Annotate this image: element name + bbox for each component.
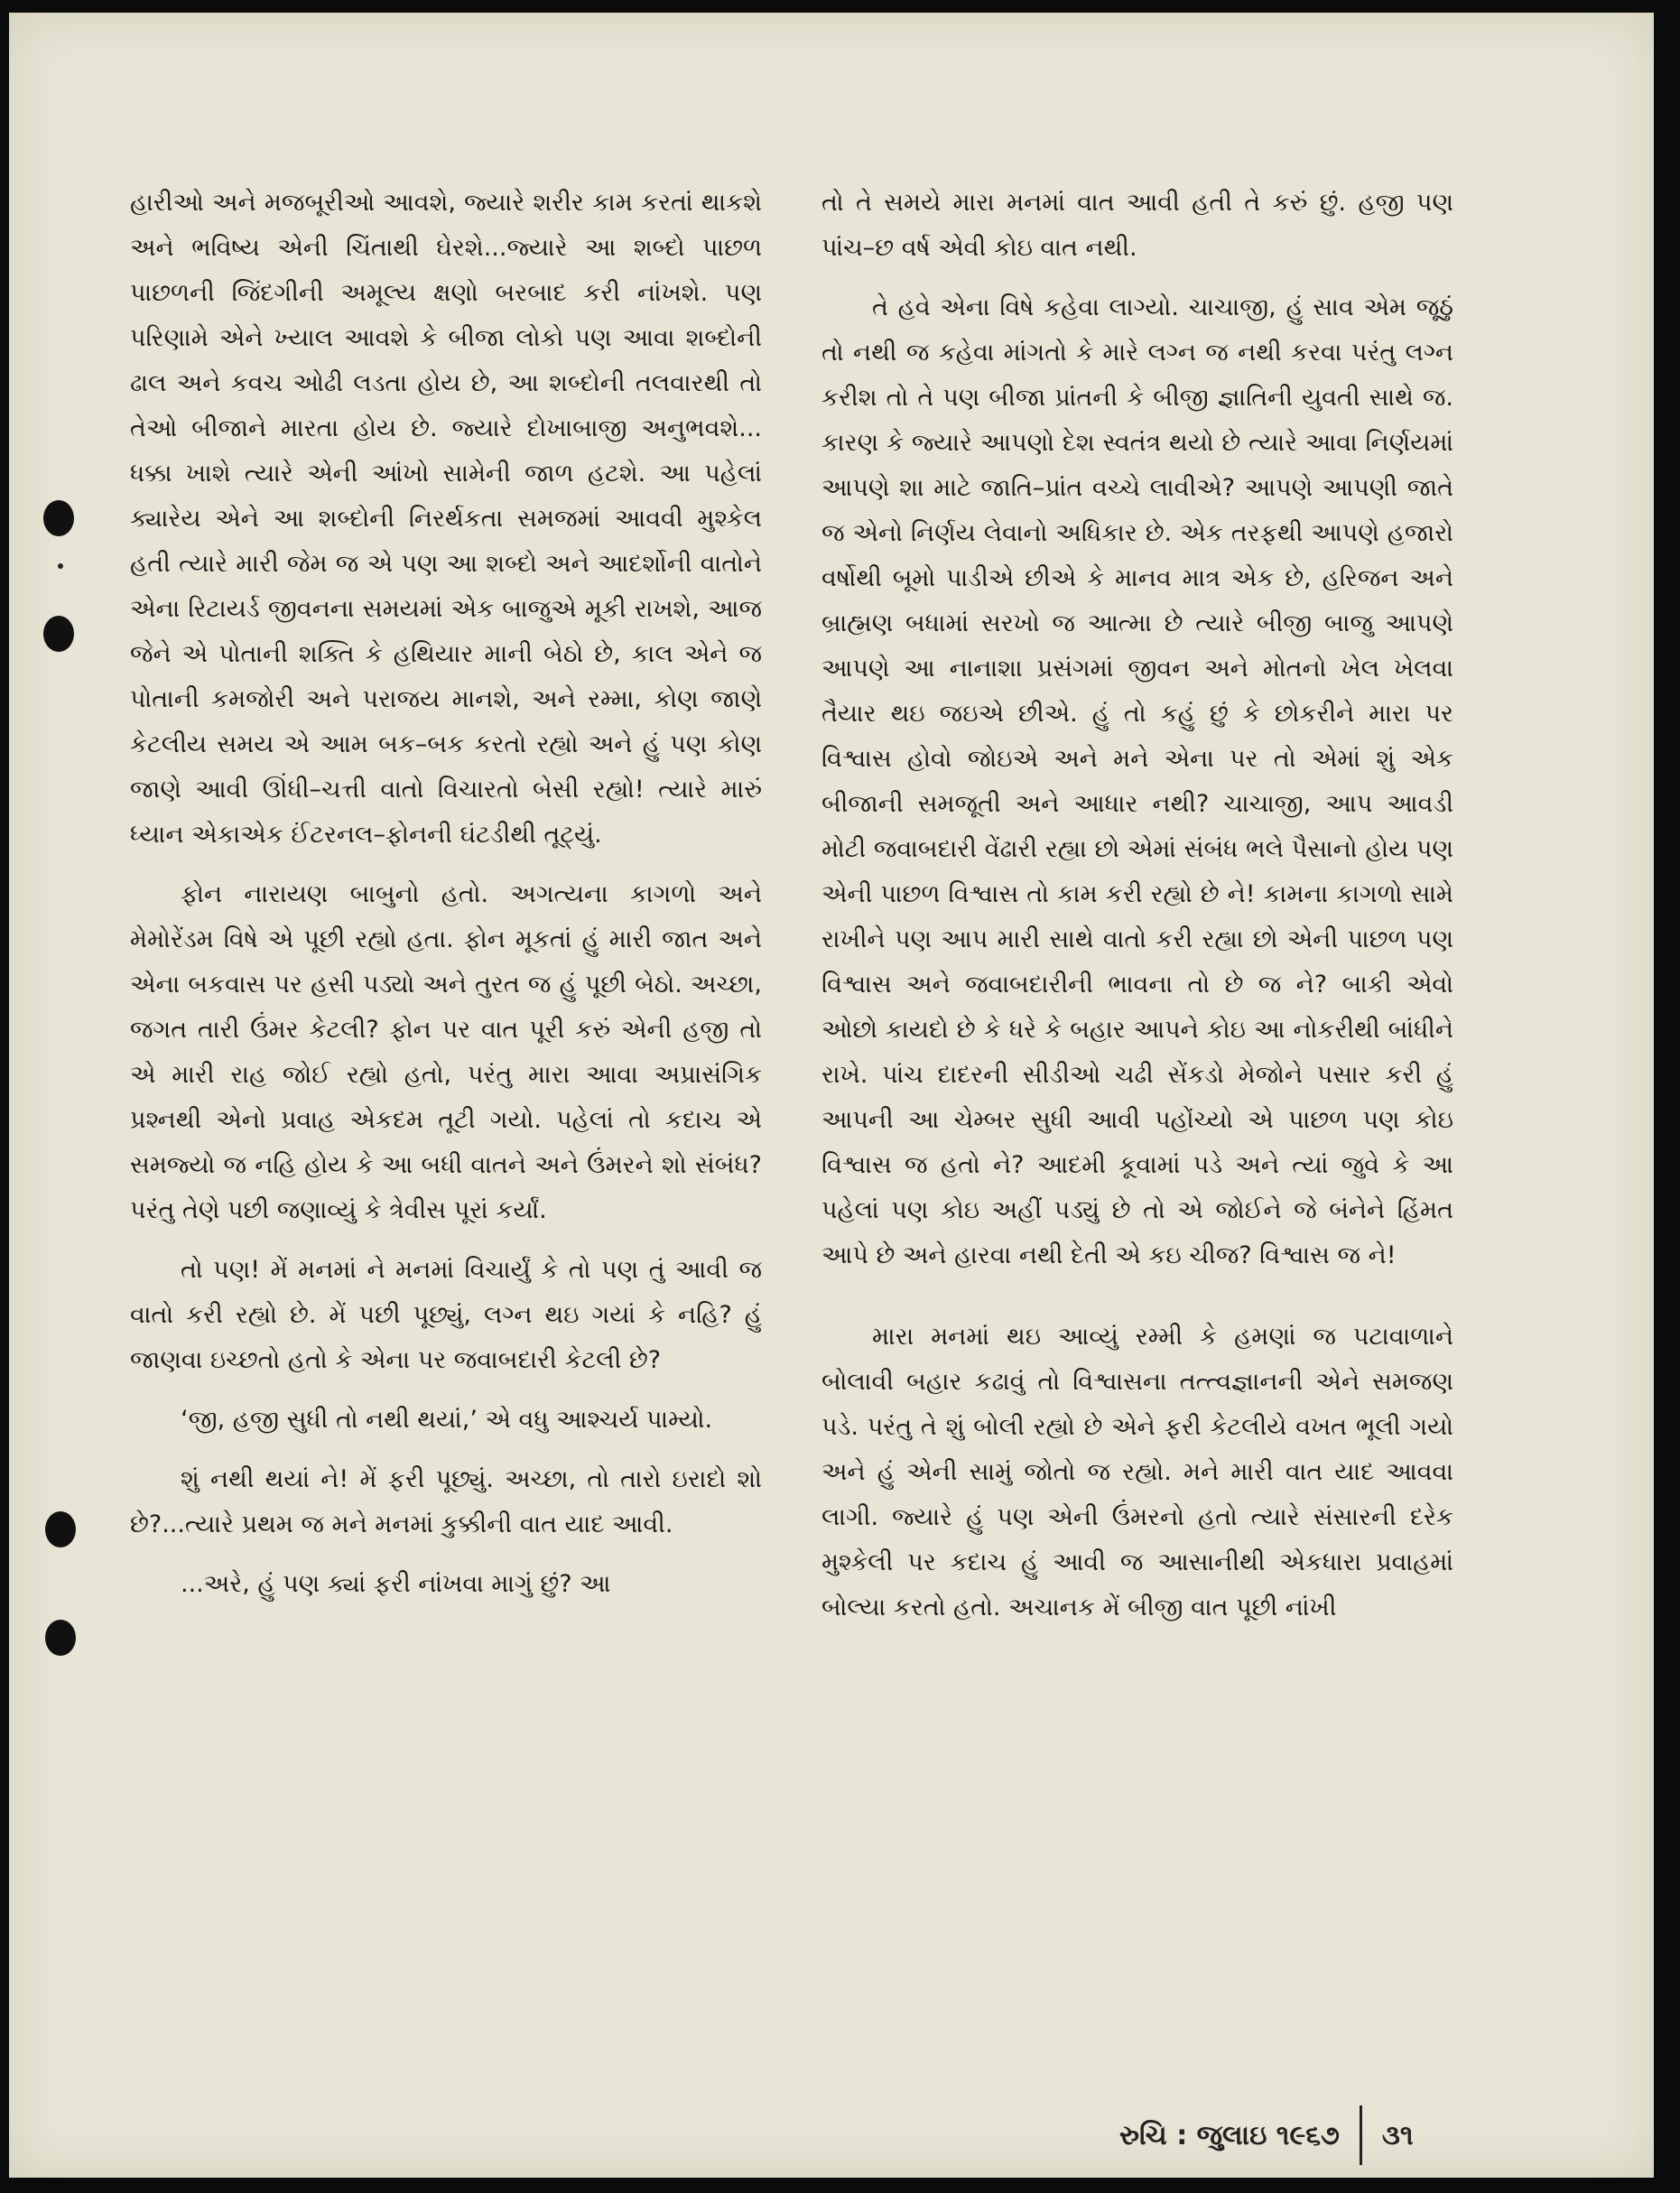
paragraph: તે હવે એના વિષે કહેવા લાગ્યો. ચાચાજી, હું સાવ એમ જૂઠું તો નથી જ કહેવા માંગતો કે મારે લગ્ન જ નથી કરવા પરંતુ લગ્ન કરીશ તો તે પણ બીજા પ્રાંતની કે બીજી જ્ઞાતિની યુવતી સાથે જ. કારણ કે જ્યારે આપણો દેશ સ્વતંત્ર થયો છે ત્યારે આવા નિર્ણયમાં આપણે શા માટે જાતિ–પ્રાંત વચ્ચે લાવીએ? આપણે આપણી જાતે જ એનો નિર્ણય લેવાનો અધિકાર છે. એક તરફથી આપણે હજારો વર્ષોથી બૂમો પાડીએ છીએ કે માનવ માત્ર એક છે, હરિજન અને બ્રાહ્મણ બધામાં સરખો જ આત્મા છે ત્યારે બીજી બાજુ આપણે આપણે આ નાનાશા પ્રસંગમાં જીવન અને મોતનો ખેલ ખેલવા તૈયાર થઇ જઇએ છીએ. હું તો કહું છું કે છોકરીને મારા પર વિશ્વાસ હોવો જોઇએ અને મને એના પર તો એમાં શું એક બીજાની સમજૂતી અને આધાર નથી? ચાચાજી, આપ આવડી મોટી જવાબદારી વેંઢારી રહ્યા છો એમાં સંબંધ ભલે પૈસાનો હોય પણ એની પાછળ વિશ્વાસ તો કામ કરી રહ્યો છે ને! કામના કાગળો સામે રાખીને પણ આપ મારી સાથે વાતો કરી રહ્યા છો એની પાછળ પણ વિશ્વાસ અને જવાબદારીની ભાવના તો છે જ ને? બાકી એવો ઓછો કાયદો છે કે ધરે કે બહાર આપને કોઇ આ નોકરીથી બાંધીને રાખે. પાંચ દાદરની સીડીઓ ચઢી સેંકડો મેજોને પસાર કરી હું આપની આ ચેમ્બર સુધી આવી પહોંચ્યો એ પાછળ પણ કોઇ વિશ્વાસ જ હતો ને? આદમી કૂવામાં પડે અને ત્યાં જુવે કે આ પહેલાં પણ કોઇ અહીં પડ્યું છે તો એ જોઈને જે બંનેને હિંમત આપે છે અને હારવા નથી દેતી એ કઇ ચીજ? વિશ્વાસ જ ને! (821, 293, 1453, 1269)
footer-divider (1360, 2105, 1362, 2165)
paragraph: શું નથી થયાં ને! મેં ફરી પૂછ્યું. અચ્છા, તો તારો ઇરાદો શો છે?...ત્યારે પ્રથમ જ મને મનમાં કુક્કીની વાત યાદ આવી. (130, 1465, 762, 1538)
punch-hole (45, 1511, 76, 1547)
paragraph: હારીઓ અને મજબૂરીઓ આવશે, જ્યારે શરીર કામ કરતાં થાકશે અને ભવિષ્ય એની ચિંતાથી ઘેરશે...જ્યારે આ શબ્દો પાછળ પાછળની જિંદગીની અમૂલ્ય ક્ષણો બરબાદ કરી નાંખશે. પણ પરિણામે એને ખ્યાલ આવશે કે બીજા લોકો પણ આવા શબ્દોની ઢાલ અને કવચ ઓઢી લડતા હોય છે, આ શબ્દોની તલવારથી તો તેઓ બીજાને મારતા હોય છે. જ્યારે દોખાબાજી અનુભવશે... ધક્કા ખાશે ત્યારે એની આંખો સામેની જાળ હટશે. આ પહેલાં ક્યારેય એને આ શબ્દોની નિરર્થકતા સમજમાં આવવી મુશ્કેલ હતી ત્યારે મારી જેમ જ એ પણ આ શબ્દો અને આદર્શોની વાતોને એના રિટાયર્ડ જીવનના સમયમાં એક બાજુએ મૂકી રાખશે, આજ જેને એ પોતાની શક્તિ કે હથિયાર માની બેઠો છે, કાલ એને જ પોતાની કમજોરી અને પરાજય માનશે, અને રમ્મા, કોણ જાણે કેટલીય સમય એ આમ બક–બક કરતો રહ્યો અને હું પણ કોણ જાણે આવી ઊંધી–ચત્તી વાતો વિચારતો બેસી રહ્યો! ત્યારે મારું ધ્યાન એકાએક ઈંટરનલ–ફોનની ઘંટડીથી તૂટ્યું. (130, 189, 762, 849)
punch-hole (45, 1620, 76, 1656)
page-number: ૩૧ (1381, 2119, 1414, 2151)
paragraph: ફોન નારાયણ બાબુનો હતો. અગત્યના કાગળો અને મેમોરેંડમ વિષે એ પૂછી રહ્યો હતા. ફોન મૂકતાં હું મારી જાત અને એના બકવાસ પર હસી પડ્યો અને તુરત જ હું પૂછી બેઠો. અચ્છા, જગત તારી ઉંમર કેટલી? ફોન પર વાત પૂરી કરું એની હજી તો એ મારી રાહ જોઈ રહ્યો હતો, પરંતુ મારા આવા અપ્રાસંગિક પ્રશ્નથી એનો પ્રવાહ એકદમ તૂટી ગયો. પહેલાં તો કદાચ એ સમજ્યો જ નહિ હોય કે આ બધી વાતને અને ઉંમરને શો સંબંધ? પરંતુ તેણે પછી જણાવ્યું કે ત્રેવીસ પૂરાં કર્યાં. (130, 880, 762, 1224)
page-footer (1119, 2105, 1414, 2165)
paragraph: મારા મનમાં થઇ આવ્યું રમ્મી કે હમણાં જ પટાવાળાને બોલાવી બહાર કઢાવું તો વિશ્વાસના તત્ત્વજ્ઞાનની એને સમજણ પડે. પરંતુ તે શું બોલી રહ્યો છે એને ફરી કેટલીયે વખત ભૂલી ગયો અને હું એની સામું જોતો જ રહ્યો. મને મારી વાત યાદ આવવા લાગી. જ્યારે હું પણ એની ઉંમરનો હતો ત્યારે સંસારની દરેક મુશ્કેલી પર કદાચ હું આવી જ આસાનીથી એકધારા પ્રવાહમાં બોલ્યા કરતો હતો. અચાનક મેં બીજી વાત પૂછી નાંખી (821, 1323, 1453, 1622)
paragraph: ‘જી, હજી સુધી તો નથી થયાં,’ એ વધુ આશ્ચર્ય પામ્યો. (181, 1406, 713, 1434)
right-text-column (821, 181, 1453, 1631)
punch-hole (43, 616, 74, 652)
magazine-page (9, 13, 1654, 2178)
paragraph: તો પણ! મેં મનમાં ને મનમાં વિચાર્યું કે તો પણ તું આવી જ વાતો કરી રહ્યો છે. મેં પછી પૂછ્યું, લગ્ન થઇ ગયાં કે નહિ? હું જાણવા ઇચ્છતો હતો કે એના પર જવાબદારી કેટલી છે? (130, 1256, 762, 1374)
left-text-column (130, 181, 762, 1607)
paragraph: ...અરે, હું પણ ક્યાં ફરી નાંખવા માગું છું? આ (181, 1570, 611, 1598)
paragraph: તો તે સમયે મારા મનમાં વાત આવી હતી તે કરું છું. હજી પણ પાંચ–છ વર્ષ એવી કોઇ વાત નથી. (821, 189, 1453, 262)
punch-hole (43, 500, 74, 536)
paper-speck (58, 563, 63, 569)
magazine-issue-label: રુચિ : જુલાઇ ૧૯૬૭ (1119, 2119, 1340, 2151)
